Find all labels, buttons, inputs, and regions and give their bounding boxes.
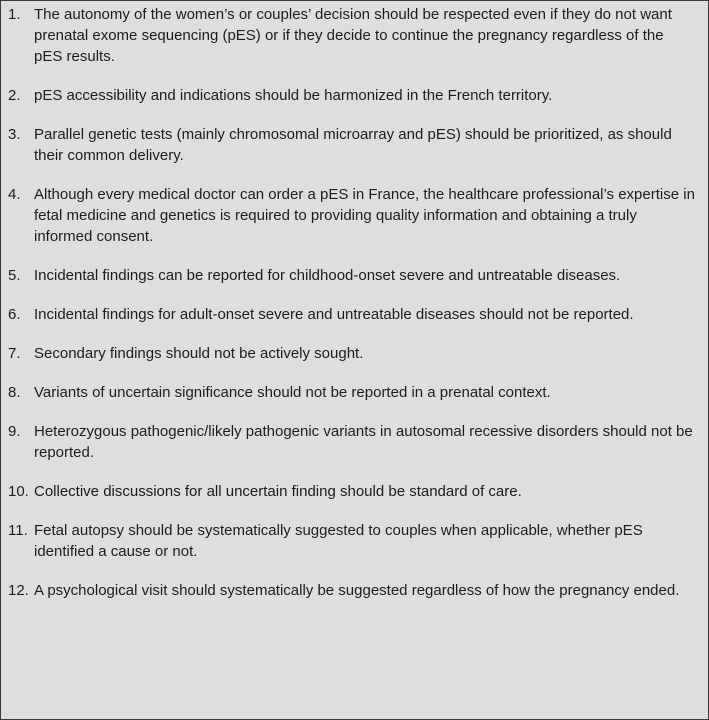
item-number: 1. (8, 6, 21, 23)
recommendation-item (8, 265, 696, 286)
spacer (8, 502, 696, 520)
item-text: A psychological visit should systematically be suggested regardless of how the pregnancy ended. (34, 582, 680, 599)
item-number: 3. (8, 126, 21, 143)
item-number: 6. (8, 306, 21, 323)
recommendation-item (8, 382, 696, 403)
item-text: Incidental findings can be reported for childhood-onset severe and untreatable diseases. (34, 267, 621, 284)
recommendation-item (8, 184, 696, 247)
spacer (8, 247, 696, 265)
recommendation-item (8, 124, 696, 166)
item-text: Parallel genetic tests (mainly chromosomal microarray and pES) should be prioritized, as should their common delivery. (34, 126, 672, 164)
item-text: pES accessibility and indications should be harmonized in the French territory. (34, 87, 553, 104)
spacer (8, 463, 696, 481)
item-number: 10. (8, 483, 29, 500)
item-text: Although every medical doctor can order a pES in France, the healthcare professional’s expertise in fetal medicine and genetics is required to providing quality information and obtaining a truly informed consent. (34, 186, 695, 245)
recommendation-item (8, 304, 696, 325)
recommendation-item (8, 85, 696, 106)
recommendation-item (8, 580, 696, 601)
item-text: Heterozygous pathogenic/likely pathogenic variants in autosomal recessive disorders should not be reported. (34, 423, 693, 461)
spacer (8, 562, 696, 580)
item-number: 2. (8, 87, 21, 104)
item-number: 11. (8, 522, 28, 539)
item-number: 7. (8, 345, 21, 362)
item-text: Collective discussions for all uncertain finding should be standard of care. (34, 483, 522, 500)
recommendation-item (8, 4, 696, 67)
spacer (8, 325, 696, 343)
item-number: 5. (8, 267, 21, 284)
recommendation-item (8, 481, 696, 502)
recommendation-item (8, 421, 696, 463)
item-text: Variants of uncertain significance should not be reported in a prenatal context. (34, 384, 551, 401)
item-text: Incidental findings for adult-onset severe and untreatable diseases should not be reported. (34, 306, 634, 323)
spacer (8, 166, 696, 184)
spacer (8, 364, 696, 382)
item-text: The autonomy of the women’s or couples’ decision should be respected even if they do not want prenatal exome sequencing (pES) or if they decide to continue the pregnancy regardless of the pES results. (34, 6, 672, 65)
spacer (8, 106, 696, 124)
item-number: 8. (8, 384, 21, 401)
item-number: 4. (8, 186, 21, 203)
item-number: 12. (8, 582, 29, 599)
spacer (8, 67, 696, 85)
item-number: 9. (8, 423, 21, 440)
item-text: Fetal autopsy should be systematically suggested to couples when applicable, whether pES identified a cause or not. (34, 522, 643, 560)
recommendation-item (8, 343, 696, 364)
spacer (8, 286, 696, 304)
item-text: Secondary findings should not be actively sought. (34, 345, 364, 362)
spacer (8, 403, 696, 421)
recommendation-item (8, 520, 696, 562)
